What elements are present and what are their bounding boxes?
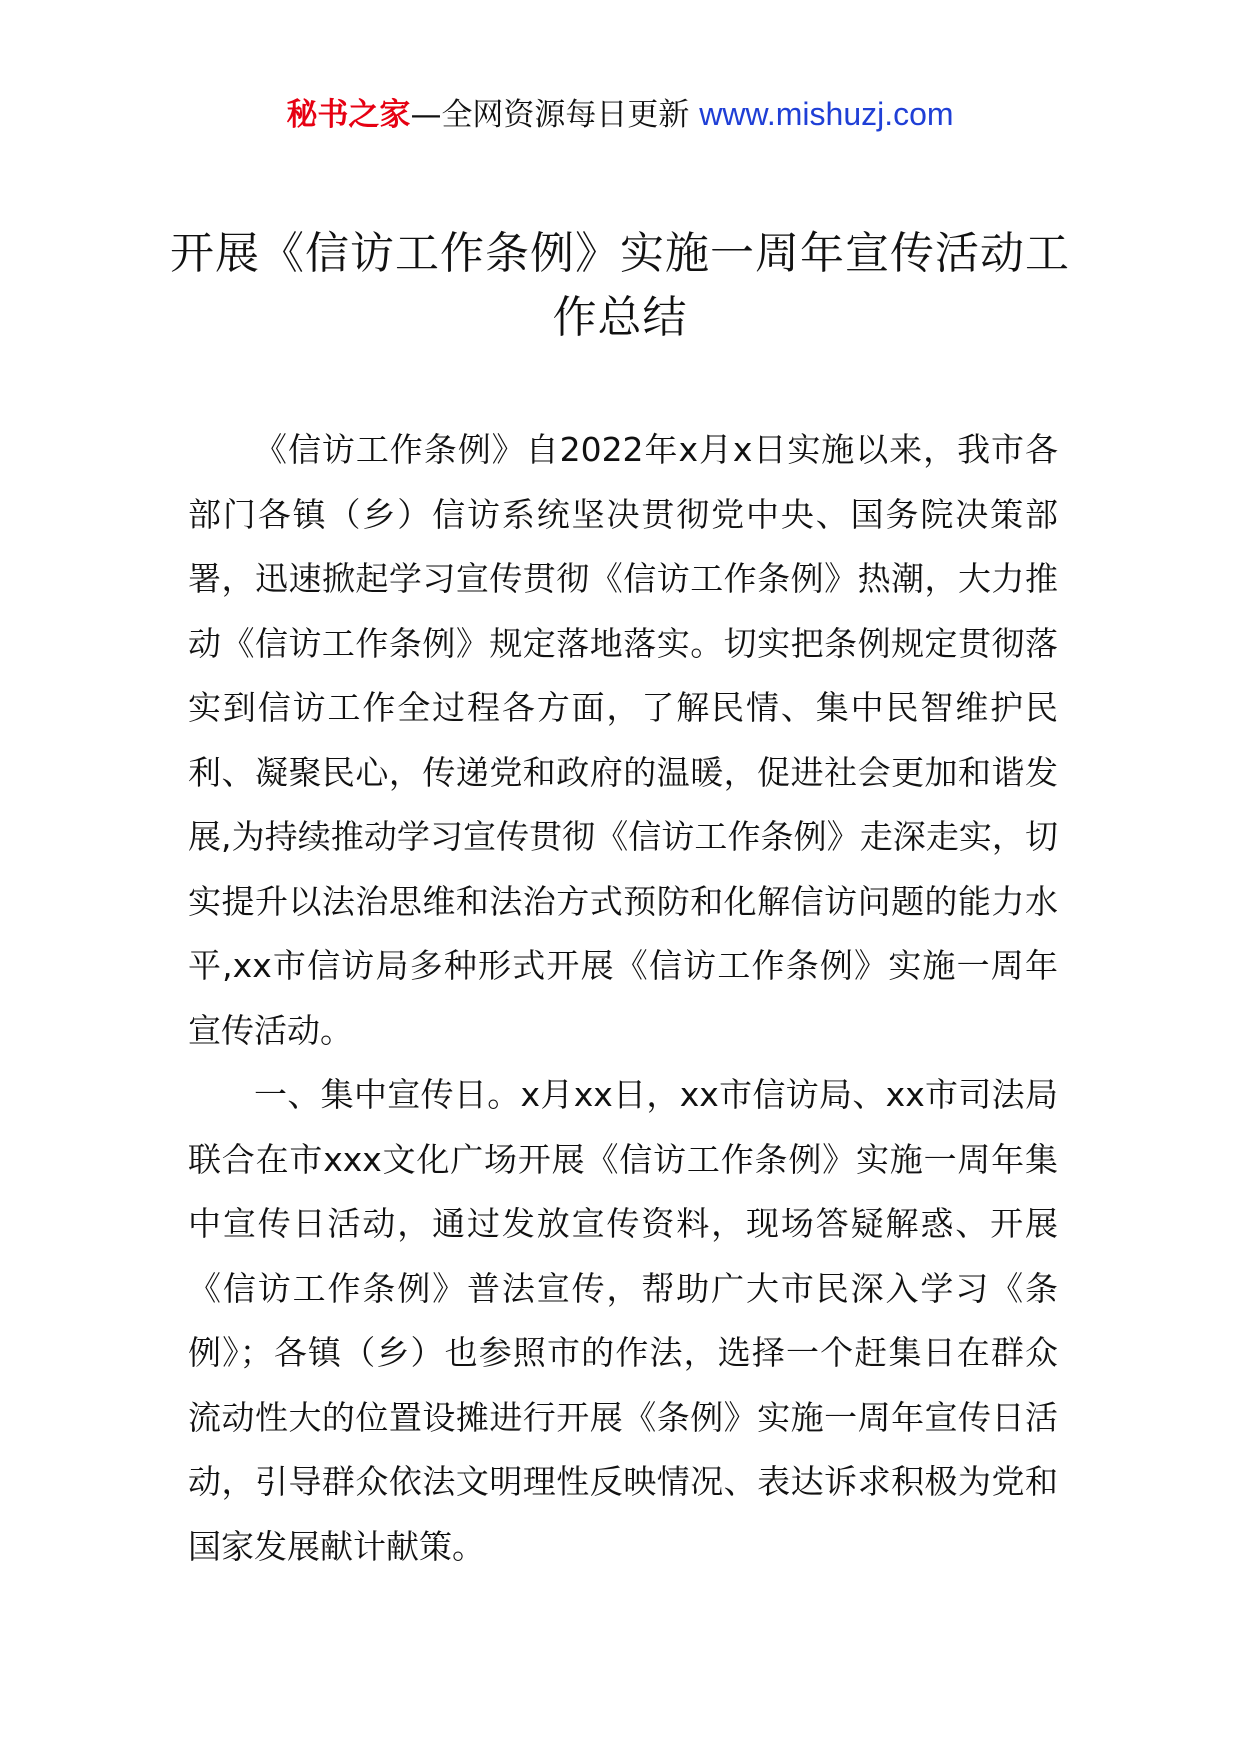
document-title: 开展《信访工作条例》实施一周年宣传活动工作总结 xyxy=(170,228,1070,343)
site-header xyxy=(0,94,1240,135)
body-paragraph-section-1: 一、集中宣传日。x月xx日，xx市信访局、xx市司法局联合在市xxx文化广场开展《信访工作条例》实施一周年集中宣传日活动，通过发放宣传资料，现场答疑解惑、开展《信访工作条例》普法宣传，帮助广大市民深入学习《条例》；各镇（乡）也参照市的作法，选择一个赶集日在群众流动性大的位置设摊进行开展《条例》实施一周年宣传日活动，引导群众依法文明理性反映情况、表达诉求积极为党和国家发展献计献策。 xyxy=(188,1075,1058,1566)
document-body xyxy=(188,418,1058,1579)
site-url-link[interactable]: www.mishuzj.com xyxy=(699,96,954,132)
brand-name: 秘书之家 xyxy=(286,97,411,133)
body-paragraph-intro: 《信访工作条例》自2022年x月x日实施以来，我市各部门各镇（乡）信访系统坚决贯彻党中央、国务院决策部署，迅速掀起学习宣传贯彻《信访工作条例》热潮，大力推动《信访工作条例》规定落地落实。切实把条例规定贯彻落实到信访工作全过程各方面，了解民情、集中民智维护民利、凝聚民心，传递党和政府的温暖，促进社会更加和谐发展,为持续推动学习宣传贯彻《信访工作条例》走深走实，切实提升以法治思维和法治方式预防和化解信访问题的能力水平,xx市信访局多种形式开展《信访工作条例》实施一周年宣传活动。 xyxy=(188,430,1058,1050)
site-tagline: —全网资源每日更新 xyxy=(410,97,690,133)
